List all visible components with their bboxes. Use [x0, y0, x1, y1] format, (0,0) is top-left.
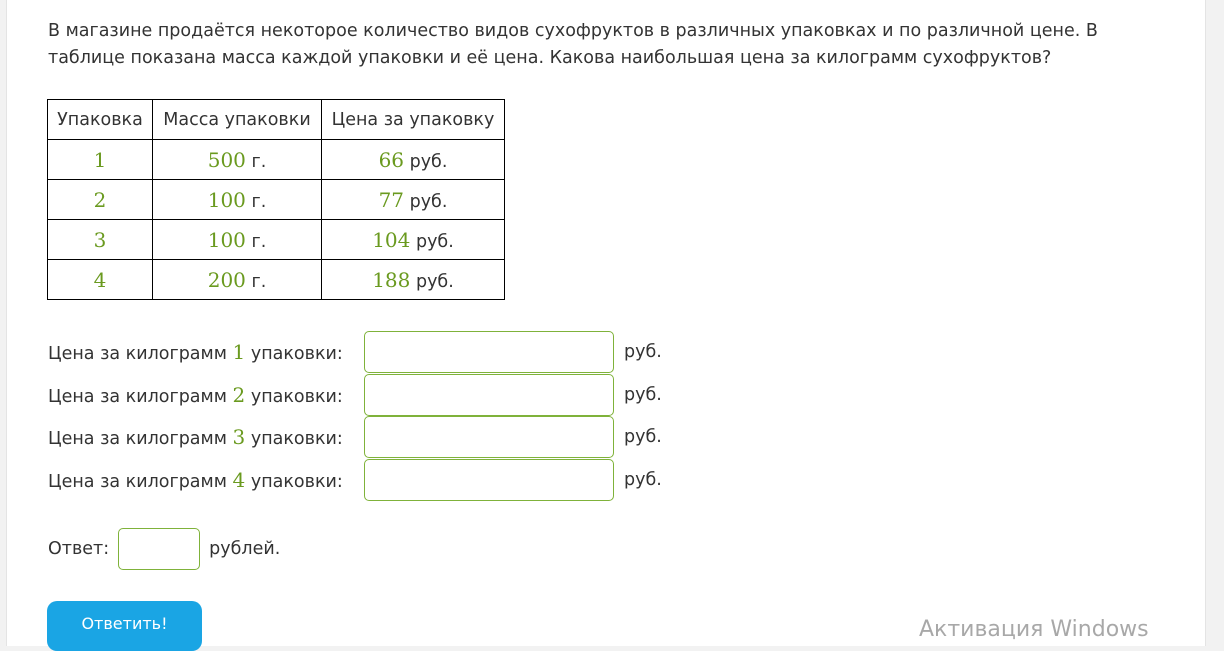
table-row [48, 180, 505, 220]
price-unit: руб. [409, 151, 448, 172]
per-kg-row-3 [48, 416, 662, 459]
cell-mass [153, 180, 322, 220]
submit-button[interactable]: Ответить! [47, 601, 202, 651]
cell-price [322, 140, 505, 180]
answer-row [48, 528, 280, 570]
price-value: 66 [378, 147, 405, 172]
per-kg-rows [48, 331, 662, 501]
per-kg-input-1[interactable] [364, 331, 614, 373]
pack-number: 4 [93, 267, 107, 292]
per-kg-label [48, 383, 364, 407]
label-suffix: упаковки: [250, 472, 343, 493]
pack-number: 1 [93, 147, 107, 172]
price-value: 188 [372, 267, 411, 292]
per-kg-row-1 [48, 331, 662, 374]
pack-number: 1 [232, 340, 246, 365]
header-mass: Масса упаковки [153, 100, 322, 140]
unit-label: руб. [624, 470, 662, 491]
task-card [6, 0, 1206, 646]
per-kg-input-3[interactable] [364, 416, 614, 458]
price-unit: руб. [409, 191, 448, 212]
mass-unit: г. [251, 231, 267, 252]
price-unit: руб. [415, 231, 454, 252]
windows-activation-watermark: Активация Windows [919, 617, 1149, 642]
cell-pack [48, 140, 153, 180]
label-prefix: Цена за килограмм [48, 386, 227, 407]
mass-unit: г. [251, 151, 267, 172]
answer-unit: рублей. [209, 539, 281, 559]
pack-number: 3 [93, 227, 107, 252]
header-price: Цена за упаковку [322, 100, 505, 140]
label-suffix: упаковки: [250, 429, 343, 450]
mass-value: 500 [207, 147, 246, 172]
answer-label: Ответ: [48, 539, 110, 559]
cell-pack [48, 220, 153, 260]
cell-mass [153, 260, 322, 300]
cell-mass [153, 220, 322, 260]
unit-label: руб. [624, 342, 662, 363]
label-prefix: Цена за килограмм [48, 472, 227, 493]
price-value: 77 [378, 187, 405, 212]
cell-pack [48, 180, 153, 220]
table-row [48, 260, 505, 300]
per-kg-input-4[interactable] [364, 459, 614, 501]
pack-number: 3 [232, 425, 246, 450]
header-pack: Упаковка [48, 100, 153, 140]
answer-input[interactable] [118, 528, 200, 570]
per-kg-row-2 [48, 374, 662, 417]
per-kg-label [48, 425, 364, 449]
label-suffix: упаковки: [250, 386, 343, 407]
mass-value: 100 [207, 227, 246, 252]
table-row [48, 220, 505, 260]
question-text: В магазине продаётся некоторое количество видов сухофруктов в различных упаковках и по различной цене. В таблице показана масса каждой упаковки и её цена. Какова наибольшая цена за килограмм сухофруктов? [48, 21, 1098, 68]
table-row [48, 140, 505, 180]
unit-label: руб. [624, 427, 662, 448]
cell-price [322, 180, 505, 220]
table-header-row [48, 100, 505, 140]
per-kg-row-4 [48, 459, 662, 502]
price-table [47, 99, 505, 300]
mass-unit: г. [251, 191, 267, 212]
per-kg-label [48, 468, 364, 492]
pack-number: 4 [232, 468, 246, 493]
mass-unit: г. [251, 271, 267, 292]
pack-number: 2 [232, 382, 246, 407]
cell-mass [153, 140, 322, 180]
price-unit: руб. [415, 271, 454, 292]
cell-pack [48, 260, 153, 300]
label-prefix: Цена за килограмм [48, 344, 227, 365]
per-kg-label [48, 340, 364, 364]
per-kg-input-2[interactable] [364, 374, 614, 416]
pack-number: 2 [93, 187, 107, 212]
price-value: 104 [372, 227, 411, 252]
unit-label: руб. [624, 384, 662, 405]
label-suffix: упаковки: [250, 344, 343, 365]
mass-value: 200 [207, 267, 246, 292]
cell-price [322, 220, 505, 260]
mass-value: 100 [207, 187, 246, 212]
label-prefix: Цена за килограмм [48, 429, 227, 450]
cell-price [322, 260, 505, 300]
